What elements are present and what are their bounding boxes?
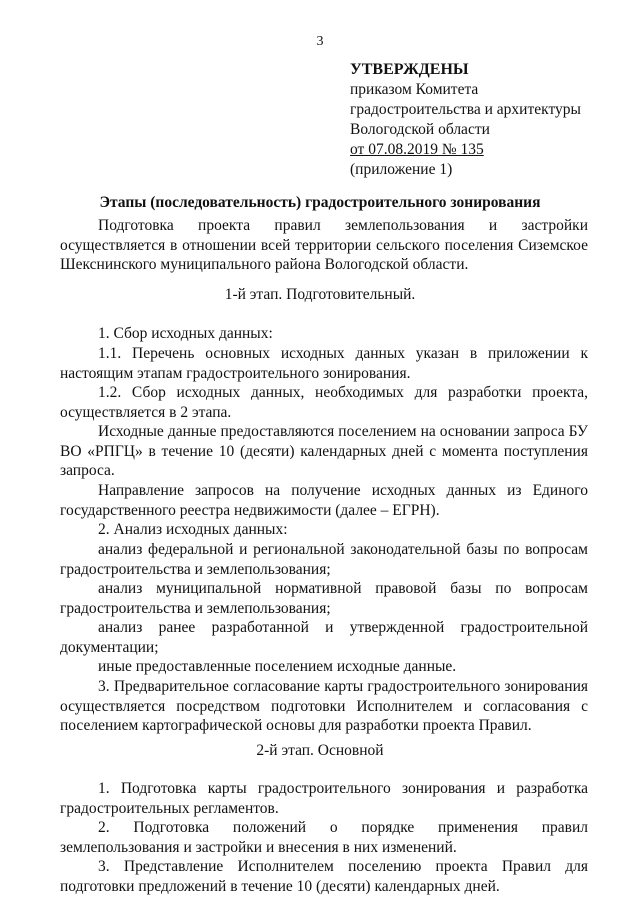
approval-heading: УТВЕРЖДЕНЫ	[350, 61, 469, 78]
approval-line: градостроительства и архитектуры	[350, 101, 581, 118]
paragraph: 1. Подготовка карты градостроительного зонирования и разработка градостроительных регламентов.	[60, 780, 588, 817]
intro-paragraph: Подготовка проекта правил землепользования и застройки осуществляется в отношении всей территории сельского поселения Сиземское Шекснинского муниципального района Вологодской области.	[60, 217, 588, 273]
paragraph: анализ федеральной и региональной законодательной базы по вопросам градостроительства и землепользования;	[60, 541, 588, 578]
paragraph: Направление запросов на получение исходных данных из Единого государственного реестра недвижимости (далее – ЕГРН).	[60, 482, 588, 519]
approval-line: Вологодской области	[350, 121, 490, 138]
paragraph: иные предоставленные поселением исходные данные.	[98, 658, 457, 675]
page-number: 3	[316, 34, 324, 49]
paragraph: 2. Подготовка положений о порядке применения правил землепользования и застройки и внесения в них изменений.	[60, 819, 588, 856]
paragraph: 3. Предварительное согласование карты градостроительного зонирования осуществляется посредством подготовки Исполнителем и согласования с поселением картографической основы для разработки проекта Правил.	[60, 678, 588, 734]
approval-block	[350, 60, 581, 180]
approval-line: приказом Комитета	[350, 81, 479, 98]
paragraph: 3. Представление Исполнителем поселению проекта Правил для подготовки предложений в течение 10 (десяти) календарных дней.	[60, 858, 588, 895]
approval-line: (приложение 1)	[350, 161, 453, 178]
document-title: Этапы (последовательность) градостроительного зонирования	[99, 194, 541, 211]
paragraph: 1.1. Перечень основных исходных данных указан в приложении к настоящим этапам градостроительного зонирования.	[60, 345, 588, 382]
paragraph: Исходные данные предоставляются поселением на основании запроса БУ ВО «РПГЦ» в течение 10 (десяти) календарных дней с момента поступления запроса.	[60, 423, 588, 479]
paragraph: 1. Сбор исходных данных:	[98, 325, 273, 342]
paragraph: анализ муниципальной нормативной правовой базы по вопросам градостроительства и землепользования;	[60, 580, 588, 617]
paragraph: 1.2. Сбор исходных данных, необходимых для разработки проекта, осуществляется в 2 этапа.	[60, 384, 588, 421]
approval-order-number: от 07.08.2019 № 135	[350, 141, 484, 158]
paragraph: анализ ранее разработанной и утвержденной градостроительной документации;	[60, 619, 588, 656]
stage1-heading: 1-й этап. Подготовительный.	[224, 286, 416, 303]
paragraph: 2. Анализ исходных данных:	[98, 521, 288, 538]
stage2-heading: 2-й этап. Основной	[256, 742, 384, 759]
